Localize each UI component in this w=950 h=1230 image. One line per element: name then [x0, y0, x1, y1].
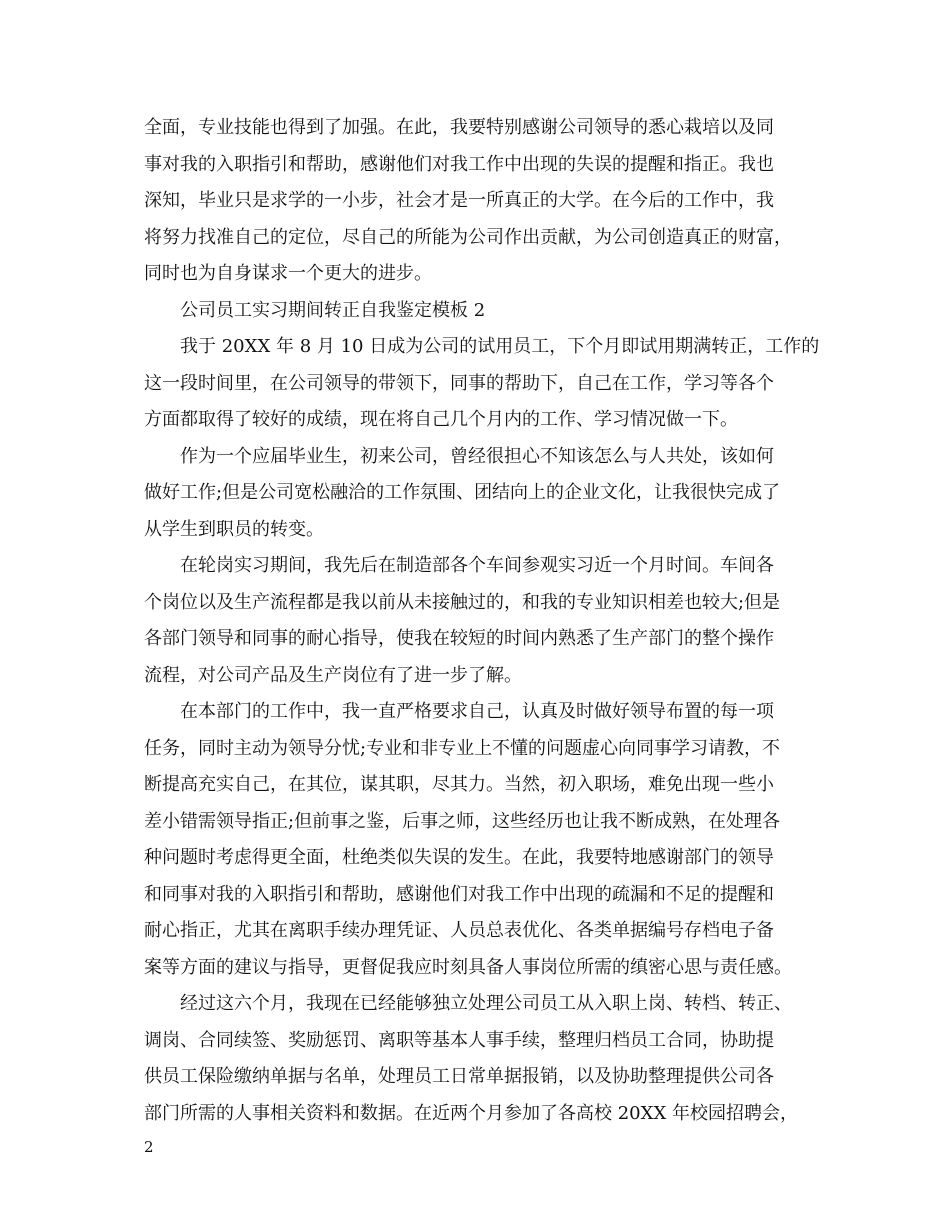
text-line: 事对我的入职指引和帮助，感谢他们对我工作中出现的失误的提醒和指正。我也	[144, 153, 774, 175]
text-line: 在轮岗实习期间，我先后在制造部各个车间参观实习近一个月时间。车间各	[180, 555, 774, 576]
page-number: 2	[144, 1138, 154, 1156]
text-line: 经过这六个月，我现在已经能够独立处理公司员工从入职上岗、转档、转正、	[180, 993, 792, 1014]
text-line: 断提高充实自己，在其位，谋其职，尽其力。当然，初入职场，难免出现一些小	[144, 774, 774, 795]
text-line: 将努力找准自己的定位，尽自己的所能为公司作出贡献，为公司创造真正的财富，	[144, 226, 792, 248]
text-line: 差小错需领导指正;但前事之鉴，后事之师，这些经历也让我不断成熟，在处理各	[144, 810, 781, 832]
text-line: 调岗、合同续签、奖励惩罚、离职等基本人事手续，整理归档员工合同，协助提	[144, 1029, 774, 1051]
text-line: 部门所需的人事相关资料和数据。在近两个月参加了各高校 20XX 年校园招聘会，	[144, 1102, 798, 1124]
text-line: 供员工保险缴纳单据与名单，处理员工日常单据报销，以及协助整理提供公司各	[144, 1066, 774, 1087]
text-line: 种问题时考虑得更全面，杜绝类似失误的发生。在此，我要特地感谢部门的领导	[144, 847, 774, 868]
text-line: 和同事对我的入职指引和帮助，感谢他们对我工作中出现的疏漏和不足的提醒和	[144, 883, 774, 905]
text-line: 深知，毕业只是求学的一小步，社会才是一所真正的大学。在今后的工作中，我	[144, 190, 774, 211]
text-line: 案等方面的建议与指导，更督促我应时刻具备人事岗位所需的缜密心思与责任感。	[144, 956, 792, 978]
text-line: 方面都取得了较好的成绩，现在将自己几个月内的工作、学习情况做一下。	[144, 409, 738, 430]
text-line: 从学生到职员的转变。	[144, 518, 324, 540]
text-line: 这一段时间里，在公司领导的带领下，同事的帮助下，自己在工作，学习等各个	[144, 372, 774, 394]
text-line: 在本部门的工作中，我一直严格要求自己，认真及时做好领导布置的每一项	[180, 701, 774, 722]
text-line: 耐心指正，尤其在离职手续办理凭证、人员总表优化、各类单据编号存档电子备	[144, 920, 774, 941]
text-line: 任务，同时主动为领导分忧;专业和非专业上不懂的问题虚心向同事学习请教，不	[144, 737, 781, 759]
section-heading: 公司员工实习期间转正自我鉴定模板 2	[180, 299, 486, 321]
document-body	[144, 110, 824, 1132]
text-line: 作为一个应届毕业生，初来公司，曾经很担心不知该怎么与人共处，该如何	[180, 445, 774, 467]
text-line: 流程，对公司产品及生产岗位有了进一步了解。	[144, 664, 522, 686]
text-line: 各部门领导和同事的耐心指导，使我在较短的时间内熟悉了生产部门的整个操作	[144, 628, 774, 649]
text-line: 同时也为自身谋求一个更大的进步。	[144, 263, 432, 284]
text-line: 做好工作;但是公司宽松融洽的工作氛围、团结向上的企业文化，让我很快完成了	[144, 482, 781, 503]
text-line: 我于 20XX 年 8 月 10 日成为公司的试用员工，下个月即试用期满转正，工作的	[180, 336, 820, 357]
text-line: 个岗位以及生产流程都是我以前从未接触过的，和我的专业知识相差也较大;但是	[144, 591, 781, 613]
text-line: 全面，专业技能也得到了加强。在此，我要特别感谢公司领导的悉心栽培以及同	[144, 117, 774, 138]
